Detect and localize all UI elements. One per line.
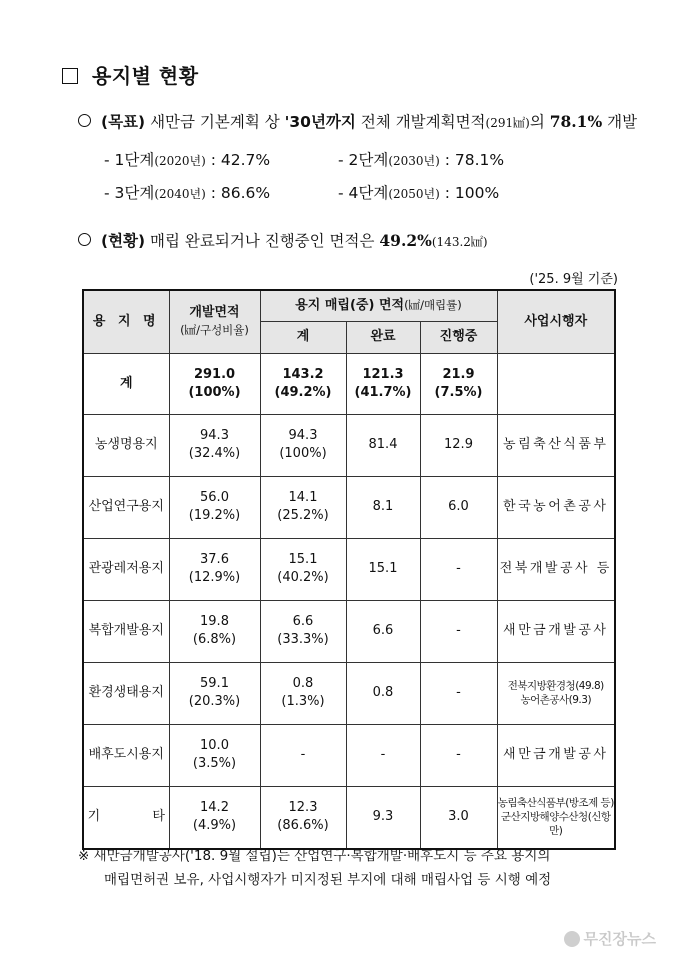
watermark-logo-icon	[564, 931, 580, 947]
row-area-pct: (32.4%)	[188, 446, 241, 461]
row-operator-name-2: 군산지방해양수산청(신항만)	[500, 810, 611, 838]
row-area	[169, 414, 260, 476]
row-area-value: 94.3	[200, 428, 229, 444]
total-fill	[260, 353, 346, 414]
total-ongoing	[420, 353, 497, 414]
status-line	[78, 229, 488, 251]
status-area: (143.2㎢)	[431, 235, 488, 249]
row-area-pct: (4.9%)	[192, 818, 237, 833]
header-fill	[260, 290, 497, 321]
row-operator-name: 한국농어촌공사	[503, 499, 609, 515]
row-ongoing: -	[420, 662, 497, 724]
stage-3-label: - 3단계	[104, 184, 155, 202]
total-done-pct: (41.7%)	[354, 384, 412, 400]
row-area-value: 37.6	[200, 552, 229, 568]
circle-bullet-icon	[78, 233, 91, 246]
row-operator	[497, 538, 615, 600]
table-total-row	[83, 353, 615, 414]
header-area	[169, 290, 260, 353]
header-fill-ongoing: 진행중	[420, 321, 497, 353]
row-area-value: 59.1	[200, 676, 229, 692]
watermark	[564, 928, 656, 949]
stage-1	[104, 148, 270, 170]
goal-tag: (목표)	[101, 113, 146, 131]
row-fill-value: 15.1	[288, 552, 318, 568]
row-name: 산업연구용지	[83, 476, 169, 538]
row-done: 6.6	[346, 600, 420, 662]
row-area-value: 14.2	[200, 800, 229, 816]
row-area	[169, 600, 260, 662]
row-operator	[497, 786, 615, 849]
row-fill	[260, 476, 346, 538]
row-done: 15.1	[346, 538, 420, 600]
total-area	[169, 353, 260, 414]
stage-2-year: (2030년)	[388, 154, 440, 168]
row-ongoing: -	[420, 538, 497, 600]
row-fill-value: 14.1	[288, 490, 318, 506]
row-operator-name: 새만금개발공사	[503, 747, 609, 763]
row-area-pct: (3.5%)	[192, 756, 237, 771]
row-fill	[260, 414, 346, 476]
stage-3	[104, 181, 270, 203]
total-area-pct: (100%)	[188, 384, 241, 400]
header-fill-done: 완료	[346, 321, 420, 353]
status-text: 매립 완료되거나 진행중인 면적은	[145, 232, 380, 250]
row-area-pct: (19.2%)	[188, 508, 241, 523]
stage-3-year: (2040년)	[154, 187, 206, 201]
row-area-value: 56.0	[200, 490, 229, 506]
row-operator	[497, 476, 615, 538]
row-ongoing: 6.0	[420, 476, 497, 538]
row-fill-pct: (25.2%)	[277, 508, 329, 523]
row-fill	[260, 724, 346, 786]
total-name: 계	[83, 353, 169, 414]
goal-pct: 78.1%	[549, 112, 603, 131]
header-area-unit: (㎢/구성비율)	[180, 322, 249, 337]
row-name: 배후도시용지	[83, 724, 169, 786]
goal-text-a: 새만금 기본계획 상	[150, 113, 285, 131]
row-done: -	[346, 724, 420, 786]
row-operator	[497, 414, 615, 476]
goal-line	[78, 110, 637, 132]
row-area	[169, 538, 260, 600]
row-name: 기 타	[83, 786, 169, 849]
table-row	[83, 662, 615, 724]
stage-4	[338, 181, 499, 203]
circle-bullet-icon	[78, 114, 91, 127]
row-fill-value: 0.8	[292, 676, 314, 692]
total-ongoing-value: 21.9	[442, 366, 475, 382]
stage-2-label: - 2단계	[338, 151, 389, 169]
stage-3-value: : 86.6%	[205, 184, 271, 202]
stage-4-label: - 4단계	[338, 184, 389, 202]
row-area-pct: (6.8%)	[192, 632, 237, 647]
header-area-label: 개발면적	[189, 305, 240, 321]
stage-1-value: : 42.7%	[205, 151, 271, 169]
row-done: 81.4	[346, 414, 420, 476]
total-area-value: 291.0	[193, 366, 236, 382]
row-operator	[497, 662, 615, 724]
row-ongoing: -	[420, 724, 497, 786]
section-heading-text: 용지별 현황	[92, 64, 199, 88]
row-fill-pct: (86.6%)	[277, 818, 329, 833]
header-name: 용 지 명	[83, 290, 169, 353]
row-ongoing: -	[420, 600, 497, 662]
row-fill	[260, 786, 346, 849]
stage-2-value: : 78.1%	[439, 151, 505, 169]
row-area-value: 19.8	[200, 614, 229, 630]
row-operator-name: 전북지방환경청(49.8)	[507, 679, 604, 692]
row-area	[169, 724, 260, 786]
row-fill-pct: (100%)	[279, 446, 327, 461]
row-done: 9.3	[346, 786, 420, 849]
row-fill	[260, 538, 346, 600]
footnote-line-2: 매립면허권 보유, 사업시행자가 미지정된 부지에 대해 매립사업 등 시행 예정	[104, 872, 552, 888]
row-done: 0.8	[346, 662, 420, 724]
total-fill-pct: (49.2%)	[274, 384, 332, 400]
total-operator	[497, 353, 615, 414]
row-operator-name-2: 농어촌공사(9.3)	[520, 694, 592, 706]
total-done-value: 121.3	[362, 366, 404, 382]
footnote-line-1: ※ 새만금개발공사('18. 9월 설립)는 산업연구·복합개발·배후도시 등 주요 용지의	[78, 848, 551, 864]
row-fill-value: -	[300, 747, 306, 763]
row-fill	[260, 662, 346, 724]
row-fill-pct: (1.3%)	[281, 694, 325, 709]
goal-text-c: 의	[529, 113, 550, 131]
header-fill-total: 계	[260, 321, 346, 353]
goal-text-b: 전체 개발계획면적	[355, 113, 486, 131]
row-name: 농생명용지	[83, 414, 169, 476]
row-fill-pct: (40.2%)	[277, 570, 329, 585]
row-fill-value: 12.3	[288, 800, 318, 816]
table-row	[83, 538, 615, 600]
row-done: 8.1	[346, 476, 420, 538]
row-area	[169, 476, 260, 538]
row-operator	[497, 600, 615, 662]
total-fill-value: 143.2	[282, 366, 324, 382]
table-row	[83, 786, 615, 849]
stage-2	[338, 148, 504, 170]
row-operator-name: 농림축산식품부(방조제 등)	[497, 796, 614, 809]
table-rows	[83, 414, 615, 849]
goal-year: '30년까지	[284, 113, 356, 131]
row-operator	[497, 724, 615, 786]
row-area-value: 10.0	[200, 738, 229, 754]
total-done	[346, 353, 420, 414]
goal-area: (291㎢)	[485, 116, 530, 130]
land-status-table	[82, 289, 616, 850]
row-fill-pct: (33.3%)	[277, 632, 329, 647]
row-name: 환경생태용지	[83, 662, 169, 724]
table-row	[83, 600, 615, 662]
table-row	[83, 476, 615, 538]
row-operator-name: 새만금개발공사	[503, 623, 609, 639]
row-area-pct: (20.3%)	[188, 694, 241, 709]
row-ongoing: 12.9	[420, 414, 497, 476]
status-tag: (현황)	[101, 232, 146, 250]
status-pct: 49.2%	[379, 231, 432, 250]
stage-1-label: - 1단계	[104, 151, 155, 169]
table-row	[83, 414, 615, 476]
basis-date: ('25. 9월 기준)	[529, 272, 618, 287]
header-operator: 사업시행자	[497, 290, 615, 353]
stage-1-year: (2020년)	[154, 154, 206, 168]
row-name: 복합개발용지	[83, 600, 169, 662]
table-row	[83, 724, 615, 786]
stage-4-year: (2050년)	[388, 187, 440, 201]
row-name: 관광레저용지	[83, 538, 169, 600]
section-heading	[62, 60, 199, 89]
row-fill	[260, 600, 346, 662]
header-fill-unit: (㎢/매립률)	[404, 297, 462, 312]
row-operator-name: 농림축산식품부	[503, 437, 609, 453]
goal-text-d: 개발	[602, 113, 638, 131]
row-fill-value: 94.3	[288, 428, 318, 444]
square-bullet-icon	[62, 68, 78, 84]
row-fill-value: 6.6	[292, 614, 314, 630]
row-area	[169, 662, 260, 724]
row-operator-name: 전북개발공사 등	[499, 561, 612, 577]
stage-4-value: : 100%	[439, 184, 500, 202]
row-area	[169, 786, 260, 849]
row-area-pct: (12.9%)	[188, 570, 241, 585]
total-ongoing-pct: (7.5%)	[434, 384, 483, 400]
header-fill-label: 용지 매립(중) 면적	[295, 297, 405, 313]
row-ongoing: 3.0	[420, 786, 497, 849]
watermark-text: 무진장뉴스	[583, 930, 656, 948]
